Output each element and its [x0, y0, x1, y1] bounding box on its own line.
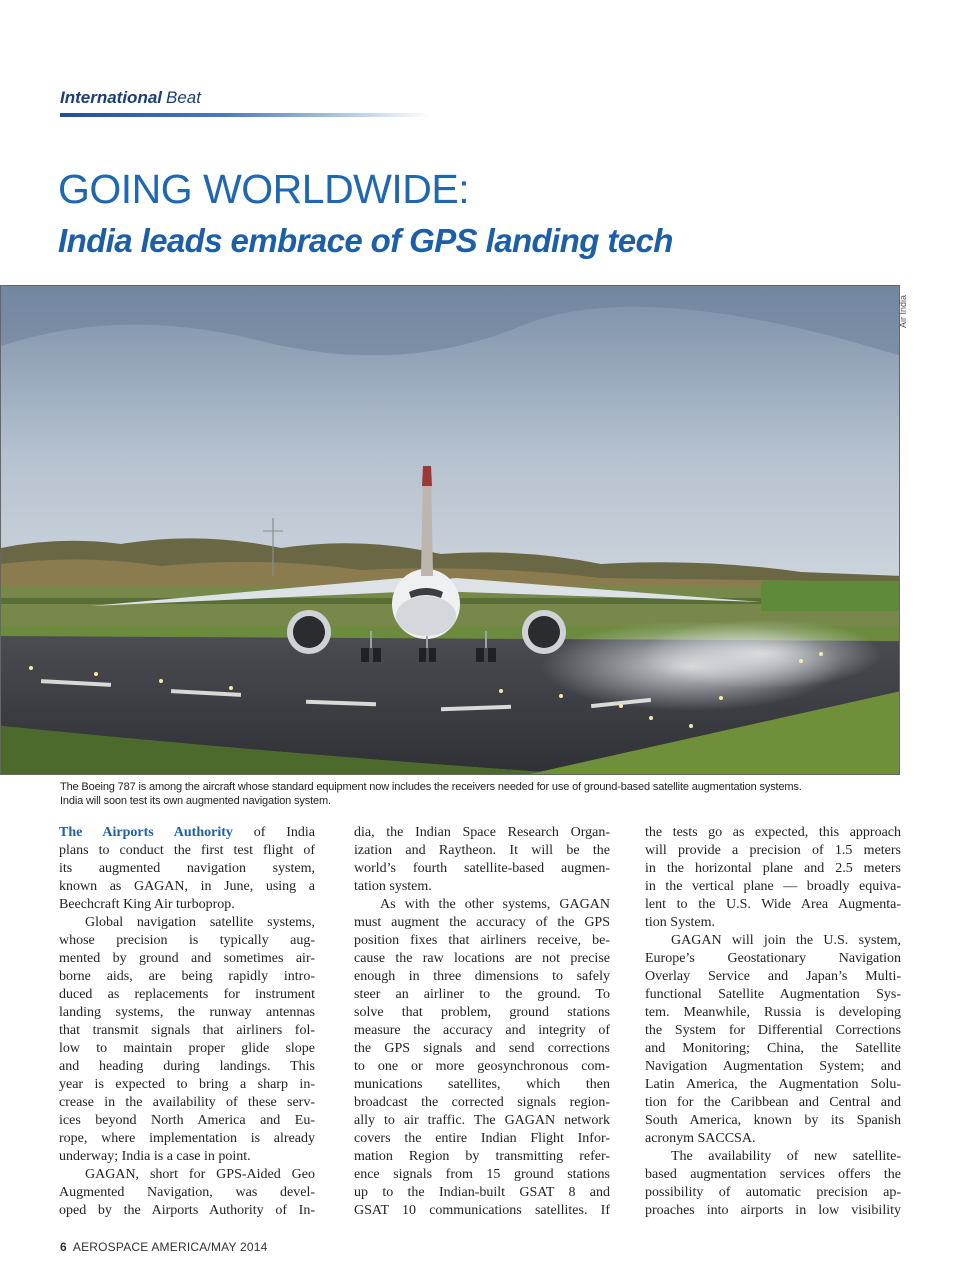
body-line: the System for Differential Corrections: [645, 1023, 901, 1038]
body-line: enough in three dimensions to safely: [354, 969, 610, 984]
body-line: tem. Meanwhile, Russia is developing: [645, 1005, 901, 1020]
article-subtitle: India leads embrace of GPS landing tech: [58, 222, 673, 259]
body-line: plans to conduct the first test flight of: [59, 843, 315, 858]
body-line: world’s fourth satellite-based augmen-: [354, 861, 610, 876]
body-line: underway; India is a case in point.: [59, 1149, 251, 1164]
publication-name: AEROSPACE AMERICA/MAY 2014: [72, 1240, 268, 1254]
body-line: steer an airliner to the ground. To: [354, 987, 610, 1002]
body-line: Beechcraft King Air turboprop.: [59, 897, 235, 912]
section-header-bold: International: [60, 88, 163, 107]
body-line: ence signals from 15 ground stations: [354, 1167, 610, 1182]
body-line: Overlay Service and Japan’s Multi-: [645, 969, 901, 984]
body-line: in the vertical plane — broadly equiva-: [645, 879, 901, 894]
body-line: landing systems, the runway antennas: [59, 1005, 315, 1020]
body-line: tation system.: [354, 879, 432, 894]
body-line: ices beyond North America and Eu-: [59, 1113, 315, 1128]
body-line: mation Region by transmitting refer-: [354, 1149, 610, 1164]
body-line: acronym SACCSA.: [645, 1131, 756, 1146]
body-line: the GPS signals and send corrections: [354, 1041, 610, 1056]
body-line: The availability of new satellite-: [671, 1149, 901, 1164]
body-line: Augmented Navigation, was devel-: [59, 1185, 315, 1200]
body-line: Latin America, the Augmentation Solu-: [645, 1077, 901, 1092]
body-column-3: [645, 824, 901, 1220]
body-line: tion for the Caribbean and Central and: [645, 1095, 901, 1110]
page-footer: [60, 1240, 267, 1254]
lead-in-rest: of India: [232, 825, 315, 840]
body-line: whose precision is typically aug-: [59, 933, 315, 948]
lead-in: The Airports Authority: [59, 825, 233, 840]
body-line: up to the Indian-built GSAT 8 and: [354, 1185, 610, 1200]
body-line: mented by ground and sometimes air-: [59, 951, 315, 966]
body-line: low to maintain proper glide slope: [59, 1041, 315, 1056]
body-line: oped by the Airports Authority of In-: [59, 1203, 315, 1218]
body-line: the tests go as expected, this approach: [645, 825, 901, 840]
body-line: and heading during landings. This: [59, 1059, 315, 1074]
boeing-787-landing-photo: [0, 285, 900, 775]
body-line: ization and Raytheon. It will be the: [354, 843, 610, 858]
body-line: borne aids, are being rapidly intro-: [59, 969, 315, 984]
body-line: solve that problem, ground stations: [354, 1005, 610, 1020]
body-line: South America, known by its Spanish: [645, 1113, 901, 1128]
body-line: GAGAN will join the U.S. system,: [671, 933, 901, 948]
body-line: known as GAGAN, in June, using a: [59, 879, 315, 894]
body-line: dia, the Indian Space Research Organ-: [354, 825, 610, 840]
caption-line: The Boeing 787 is among the aircraft whose standard equipment now includes the receivers needed for use of ground-based satellite augmentation systems.: [60, 781, 802, 793]
body-line: will provide a precision of 1.5 meters: [645, 843, 901, 858]
body-line: rope, where implementation is already: [59, 1131, 315, 1146]
body-line: in the horizontal plane and 2.5 meters: [645, 861, 901, 876]
section-header-light: Beat: [166, 88, 201, 107]
body-line: and Monitoring; China, the Satellite: [645, 1041, 901, 1056]
body-column-2: [354, 824, 610, 1220]
body-line: ally to air traffic. The GAGAN network: [354, 1113, 610, 1128]
body-line: As with the other systems, GAGAN: [380, 897, 610, 912]
body-line: must augment the accuracy of the GPS: [354, 915, 610, 930]
body-line: Europe’s Geostationary Navigation: [645, 951, 901, 966]
body-line: based augmentation services offers the: [645, 1167, 901, 1182]
body-line: GAGAN, short for GPS-Aided Geo: [85, 1167, 315, 1182]
body-line: Navigation Augmentation System; and: [645, 1059, 901, 1074]
photo-credit: Air India: [898, 294, 908, 328]
body-line: broadcast the corrected signals region-: [354, 1095, 610, 1110]
body-line: lent to the U.S. Wide Area Augmenta-: [645, 897, 901, 912]
body-line: position fixes that airliners receive, be-: [354, 933, 610, 948]
body-line: proaches into airports in low visibility: [645, 1203, 901, 1218]
body-line: its augmented navigation system,: [59, 861, 315, 876]
body-line: munications satellites, which then: [354, 1077, 610, 1092]
body-line: tion System.: [645, 915, 716, 930]
caption-line: India will soon test its own augmented navigation system.: [60, 795, 331, 807]
body-line: cause the raw locations are not precise: [354, 951, 610, 966]
body-line: to one or more geosynchronous com-: [354, 1059, 610, 1074]
photo-caption: [60, 780, 880, 808]
body-line: Global navigation satellite systems,: [85, 915, 315, 930]
body-line: duced as replacements for instrument: [59, 987, 315, 1002]
body-column-1: [59, 824, 315, 1220]
body-line: possibility of automatic precision ap-: [645, 1185, 901, 1200]
body-line: that transmit signals that airliners fol-: [59, 1023, 315, 1038]
body-line: GSAT 10 communications satellites. If: [354, 1203, 610, 1218]
article-title: GOING WORLDWIDE:: [58, 166, 470, 212]
body-line: measure the accuracy and integrity of: [354, 1023, 610, 1038]
body-line: covers the entire Indian Flight Infor-: [354, 1131, 610, 1146]
body-line: crease in the availability of these serv-: [59, 1095, 315, 1110]
body-line: year is expected to bring a sharp in-: [59, 1077, 315, 1092]
page-number: 6: [60, 1240, 67, 1254]
body-line: functional Satellite Augmentation Sys-: [645, 987, 901, 1002]
body-line: [59, 824, 315, 842]
section-header: [60, 88, 201, 108]
section-rule: [60, 113, 430, 117]
